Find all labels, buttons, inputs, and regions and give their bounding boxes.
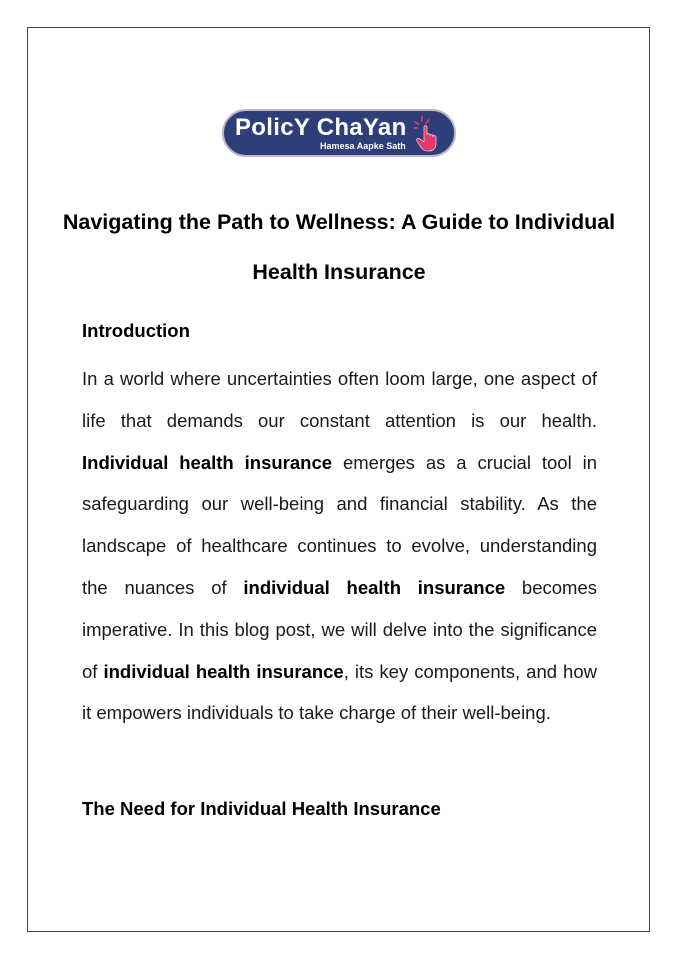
introduction-paragraph (82, 358, 597, 734)
logo-tagline: Hamesa Aapke Sath (320, 141, 406, 151)
paragraph-text: becomes imperative. In this blog post, we will delve into the significance of (82, 576, 597, 682)
policy-chayan-logo (222, 109, 456, 157)
emphasized-keyword: Individual health insurance (82, 451, 333, 473)
logo-wordmark: PolicY ChaYan (235, 114, 407, 141)
hand-pointer-icon (414, 115, 452, 153)
section-heading-introduction: Introduction (82, 320, 190, 341)
document-title: Navigating the Path to Wellness: A Guide to Individual Health Insurance (62, 210, 616, 284)
paragraph-text: emerges as a crucial tool in safeguarding our well-being and financial stability. As the landscape of healthcare continues to evolve, understanding the nuances of (82, 451, 597, 598)
emphasized-keyword: individual health insurance (103, 660, 344, 682)
paragraph-text: In a world where uncertainties often loom large, one aspect of life that demands our constant attention is our health. (82, 368, 597, 431)
emphasized-keyword: individual health insurance (243, 576, 506, 598)
paragraph-text: , its key components, and how it empowers individuals to take charge of their well-being. (82, 660, 597, 724)
section-heading-need-for-insurance: The Need for Individual Health Insurance (82, 798, 441, 819)
